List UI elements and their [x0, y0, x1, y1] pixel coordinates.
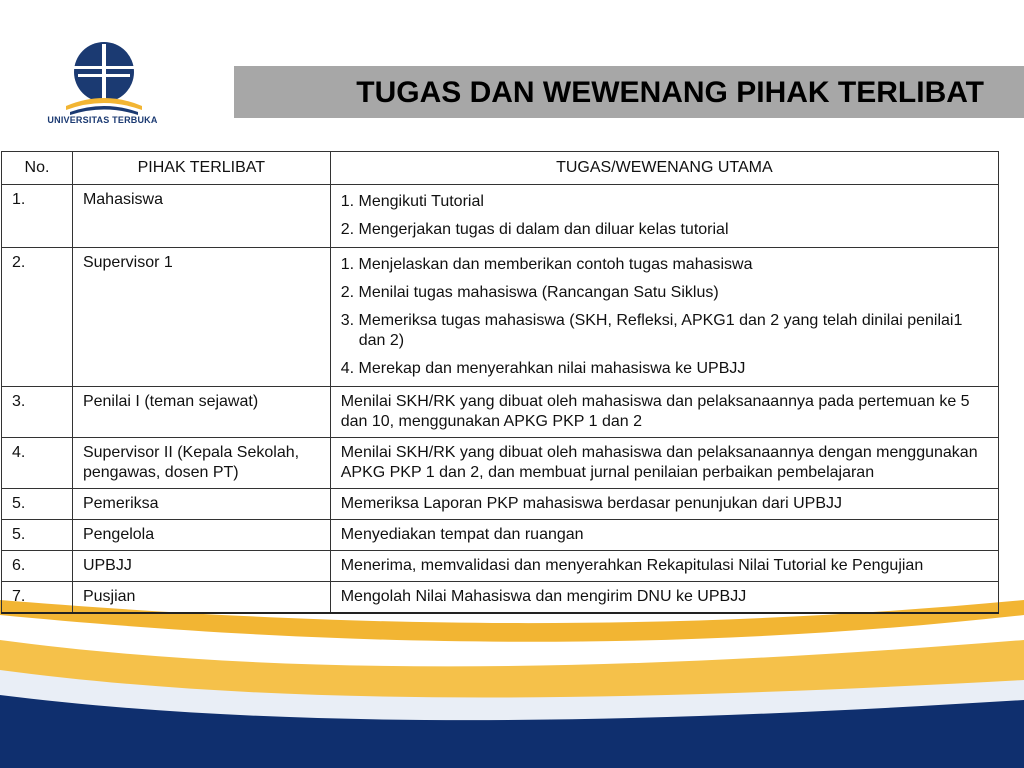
cell-no: 2. [2, 248, 73, 387]
table-row [2, 248, 999, 387]
task-item: 2. Mengerjakan tugas di dalam dan diluar kelas tutorial [340, 221, 729, 238]
cell-no: 4. [2, 438, 73, 489]
table-row [2, 438, 999, 489]
page-title: TUGAS DAN WEWENANG PIHAK TERLIBAT [356, 76, 984, 109]
cell-pihak: Mahasiswa [72, 185, 330, 248]
cell-tugas [330, 248, 998, 387]
task-item: 3. Memeriksa tugas mahasiswa (SKH, Refleksi, APKG1 dan 2 yang telah dinilai penilai1 dan 2) [340, 312, 963, 349]
cell-tugas: Menerima, memvalidasi dan menyerahkan Rekapitulasi Nilai Tutorial ke Pengujian [330, 551, 998, 582]
cell-tugas: Menyediakan tempat dan ruangan [330, 520, 998, 551]
task-item: 2. Menilai tugas mahasiswa (Rancangan Satu Siklus) [340, 284, 719, 301]
table-header-row [2, 152, 999, 185]
table-row [2, 582, 999, 614]
task-item: 1. Menjelaskan dan memberikan contoh tugas mahasiswa [340, 256, 753, 273]
task-item: 1. Mengikuti Tutorial [340, 193, 484, 210]
cell-no: 1. [2, 185, 73, 248]
table-row [2, 387, 999, 438]
cell-no: 5. [2, 520, 73, 551]
tasks-table [1, 151, 999, 614]
cell-no: 7. [2, 582, 73, 614]
cell-pihak: Pemeriksa [72, 489, 330, 520]
cell-pihak: Supervisor II (Kepala Sekolah, pengawas, dosen PT) [72, 438, 330, 489]
cell-tugas: Menilai SKH/RK yang dibuat oleh mahasiswa dan pelaksanaannya dengan menggunakan APKG PKP 1 dan 2, dan membuat jurnal penilaian perbaikan pembelajaran [330, 438, 998, 489]
cell-pihak: Pusjian [72, 582, 330, 614]
task-item: 4. Merekap dan menyerahkan nilai mahasiswa ke UPBJJ [340, 360, 746, 377]
cell-pihak: Pengelola [72, 520, 330, 551]
cell-pihak: Supervisor 1 [72, 248, 330, 387]
cell-tugas: Memeriksa Laporan PKP mahasiswa berdasar penunjukan dari UPBJJ [330, 489, 998, 520]
table-row [2, 489, 999, 520]
cell-tugas: Menilai SKH/RK yang dibuat oleh mahasiswa dan pelaksanaannya pada pertemuan ke 5 dan 10, menggunakan APKG PKP 1 dan 2 [330, 387, 998, 438]
table-row [2, 520, 999, 551]
title-bar [234, 66, 1024, 118]
cell-pihak: Penilai I (teman sejawat) [72, 387, 330, 438]
table-row [2, 185, 999, 248]
header-pihak: PIHAK TERLIBAT [72, 152, 330, 185]
table-row [2, 551, 999, 582]
header-tugas: TUGAS/WEWENANG UTAMA [330, 152, 998, 185]
cell-tugas: Mengolah Nilai Mahasiswa dan mengirim DNU ke UPBJJ [330, 582, 998, 614]
university-logo-text: UNIVERSITAS TERBUKA [47, 115, 158, 125]
cell-no: 3. [2, 387, 73, 438]
cell-no: 6. [2, 551, 73, 582]
header-no: No. [2, 152, 73, 185]
cell-tugas [330, 185, 998, 248]
cell-pihak: UPBJJ [72, 551, 330, 582]
cell-no: 5. [2, 489, 73, 520]
